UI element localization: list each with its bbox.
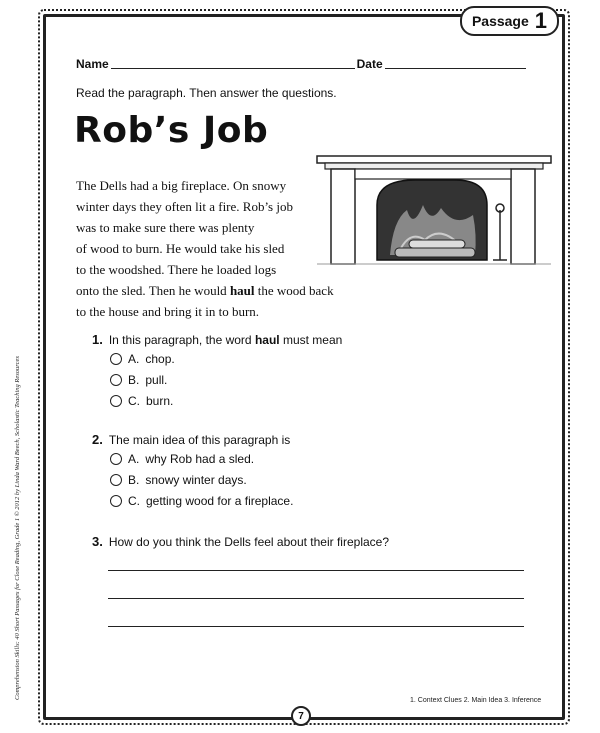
answer-option[interactable] (110, 452, 254, 466)
story-line (76, 280, 346, 301)
story-paragraph (76, 175, 346, 322)
story-title: Rob’s Job (74, 110, 269, 151)
passage-label: Passage (471, 13, 529, 29)
option-letter: B. (128, 373, 140, 387)
story-text: onto the sled. Then he would (76, 283, 227, 298)
option-text: chop. (145, 352, 175, 366)
story-line: winter days they often lit a fire. Rob’s job (76, 199, 293, 214)
radio-circle[interactable] (110, 374, 122, 386)
answer-line[interactable] (108, 570, 524, 571)
story-line: to the house and bring it in to burn. (76, 304, 260, 319)
name-field[interactable] (111, 57, 355, 69)
option-letter: B. (128, 473, 140, 487)
skills-footer: 1. Context Clues 2. Main Idea 3. Inference (410, 697, 542, 704)
name-label: Name (76, 57, 109, 71)
option-letter: C. (128, 394, 140, 408)
answer-option[interactable] (110, 373, 167, 387)
question-bold-word: haul (254, 333, 280, 347)
question-number: 1. (92, 332, 103, 347)
option-letter: A. (128, 452, 140, 466)
option-text: getting wood for a fireplace. (146, 494, 294, 508)
answer-line[interactable] (108, 626, 524, 627)
question-2 (92, 432, 290, 447)
question-1 (92, 332, 342, 347)
question-number: 3. (92, 534, 103, 549)
question-3 (92, 534, 389, 549)
radio-circle[interactable] (110, 474, 122, 486)
date-field[interactable] (385, 57, 526, 69)
option-text: why Rob had a sled. (145, 452, 255, 466)
instructions: Read the paragraph. Then answer the questions. (76, 86, 337, 100)
question-text: How do you think the Dells feel about their fireplace? (108, 535, 390, 549)
passage-badge (460, 6, 559, 36)
radio-circle[interactable] (110, 453, 122, 465)
question-number: 2. (92, 432, 103, 447)
story-line: The Dells had a big fireplace. On snowy (76, 178, 287, 193)
side-credit: Comprehension Skills: 40 Short Passages for Close Reading, Grade 1 © 2012 by Linda Ward Beech, Scholastic Teaching Resources (14, 356, 21, 700)
story-line: of wood to burn. He would take his sled (76, 241, 285, 256)
story-line: to the woodshed. There he loaded logs (76, 262, 277, 277)
question-text: The main idea of this paragraph is (108, 433, 291, 447)
question-text: must mean (282, 333, 343, 347)
passage-number: 1 (534, 8, 548, 33)
story-bold-word: haul (229, 283, 255, 298)
radio-circle[interactable] (110, 353, 122, 365)
fireplace-illustration (315, 150, 555, 270)
story-line: was to make sure there was plenty (76, 220, 255, 235)
answer-option[interactable] (110, 473, 247, 487)
answer-option[interactable] (110, 394, 173, 408)
radio-circle[interactable] (110, 495, 122, 507)
option-text: pull. (145, 373, 168, 387)
story-text: the wood back (257, 283, 334, 298)
answer-option[interactable] (110, 494, 293, 508)
radio-circle[interactable] (110, 395, 122, 407)
page-number: 7 (291, 706, 311, 726)
option-text: burn. (146, 394, 174, 408)
answer-option[interactable] (110, 352, 175, 366)
option-letter: C. (128, 494, 140, 508)
option-text: snowy winter days. (145, 473, 247, 487)
name-date-row (76, 57, 526, 71)
answer-line[interactable] (108, 598, 524, 599)
question-text: In this paragraph, the word (108, 333, 252, 347)
option-letter: A. (128, 352, 140, 366)
date-label: Date (356, 57, 383, 71)
